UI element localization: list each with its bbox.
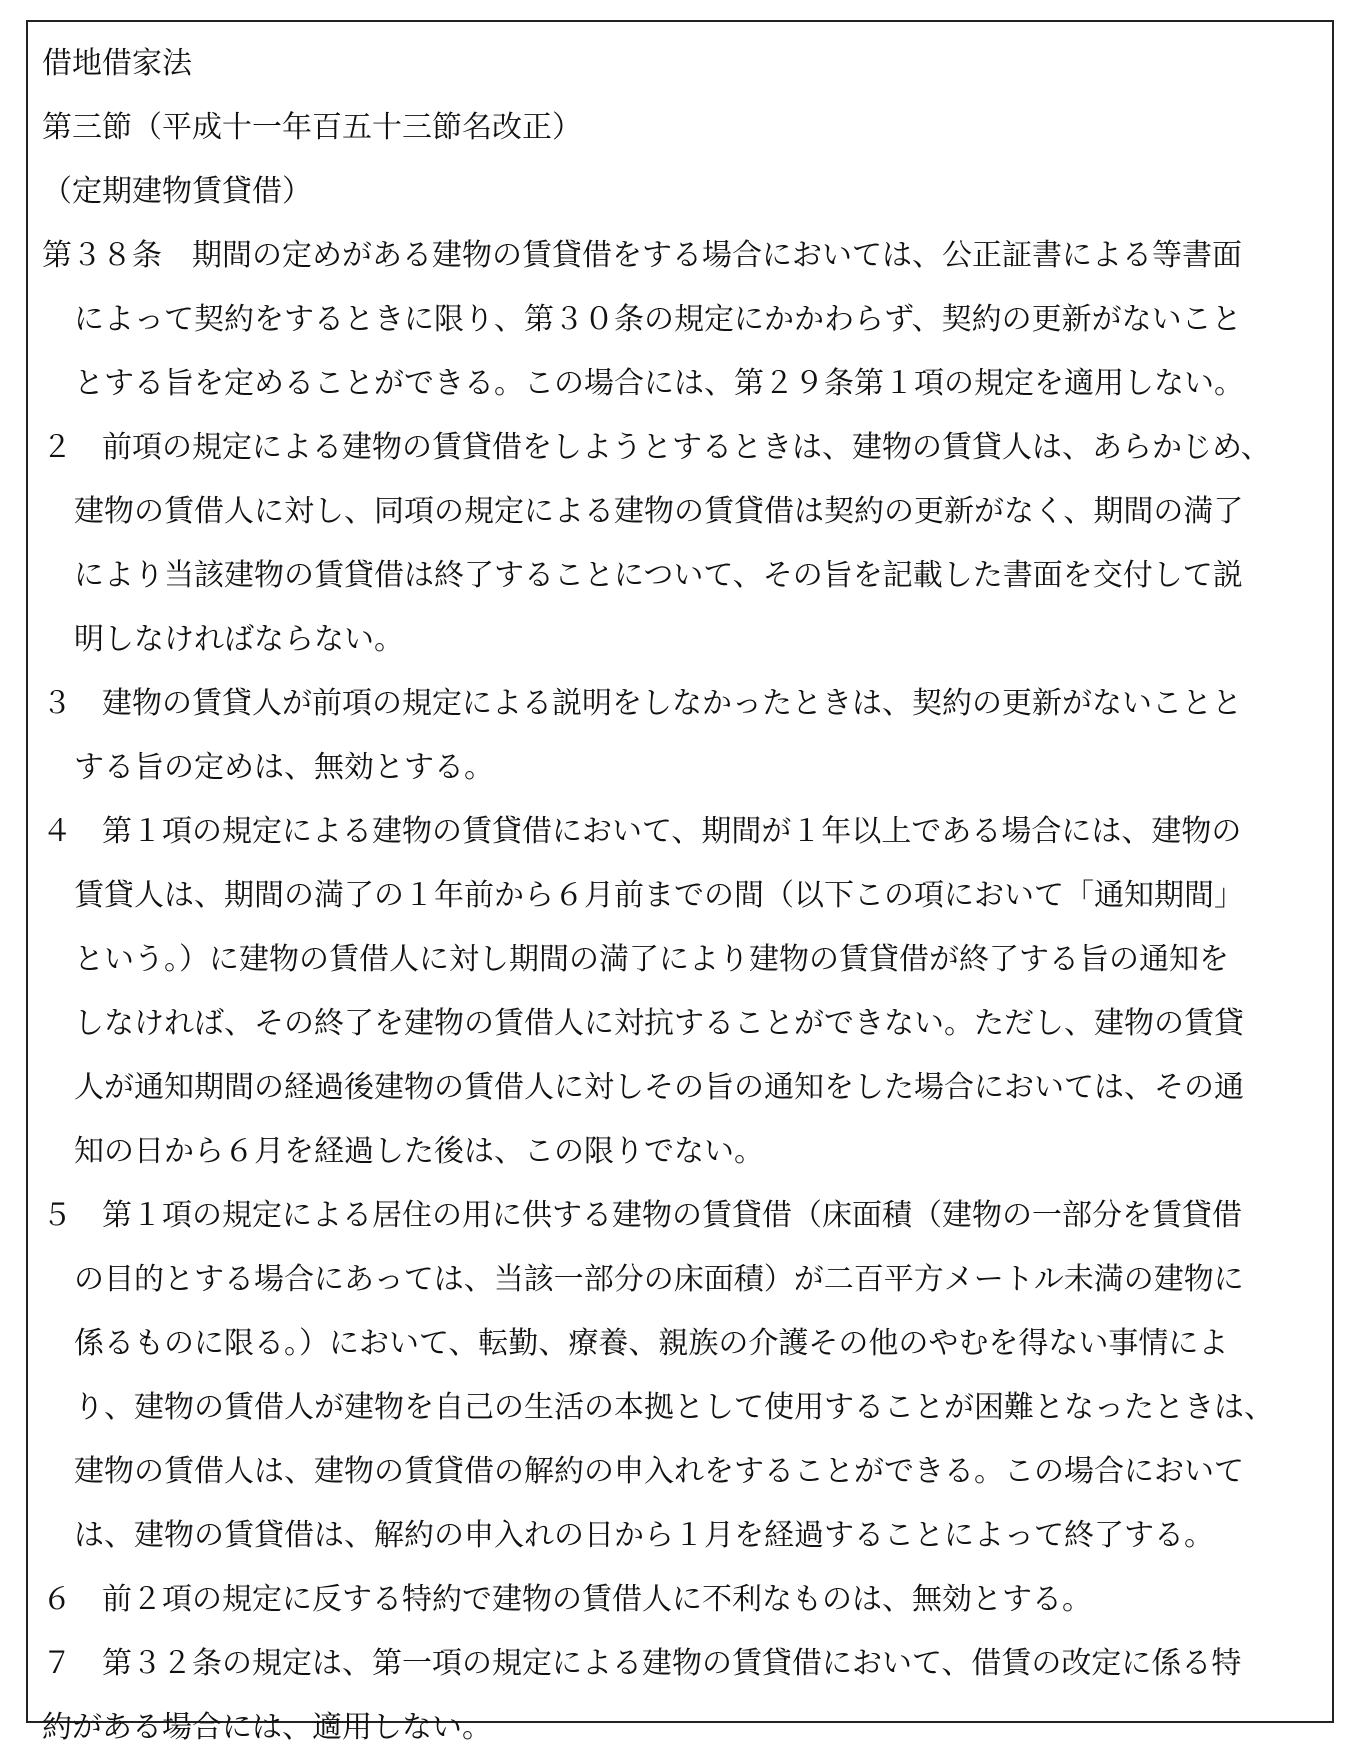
text-line: り、建物の賃借人が建物を自己の生活の本拠として使用することが困難となったときは、 — [74, 1390, 1274, 1425]
text-line: により当該建物の賃貸借は終了することについて、その旨を記載した書面を交付して説 — [74, 558, 1243, 593]
article-caption: （定期建物賃貸借） — [42, 174, 312, 209]
document-body — [42, 32, 1342, 1760]
article-38-text — [42, 224, 1342, 1760]
text-line: ５ 第１項の規定による居住の用に供する建物の賃貸借（床面積（建物の一部分を賃貸借 — [42, 1198, 1242, 1233]
text-line: ３ 建物の賃貸人が前項の規定による説明をしなかったときは、契約の更新がないことと — [42, 686, 1242, 721]
document-frame — [26, 20, 1334, 1745]
text-line: という。）に建物の賃借人に対し期間の満了により建物の賃貸借が終了する旨の通知を — [74, 942, 1229, 977]
text-line: 建物の賃借人に対し、同項の規定による建物の賃貸借は契約の更新がなく、期間の満了 — [74, 494, 1244, 529]
text-line: ４ 第１項の規定による建物の賃貸借において、期間が１年以上である場合には、建物の — [42, 814, 1242, 849]
text-line: 約がある場合には、適用しない。 — [42, 1710, 492, 1745]
text-line: 知の日から６月を経過した後は、この限りでない。 — [74, 1134, 764, 1169]
text-line: する旨の定めは、無効とする。 — [74, 750, 494, 785]
text-line: 賃貸人は、期間の満了の１年前から６月前までの間（以下この項において「通知期間」 — [74, 878, 1244, 913]
text-line: の目的とする場合にあっては、当該一部分の床面積）が二百平方メートル未満の建物に — [74, 1262, 1244, 1297]
text-line: しなければ、その終了を建物の賃借人に対抗することができない。ただし、建物の賃貸 — [74, 1006, 1244, 1041]
law-title: 借地借家法 — [42, 46, 192, 81]
text-line: ２ 前項の規定による建物の賃貸借をしようとするときは、建物の賃貸人は、あらかじめ、 — [42, 430, 1271, 465]
text-line: とする旨を定めることができる。この場合には、第２９条第１項の規定を適用しない。 — [74, 366, 1244, 401]
text-line: 明しなければならない。 — [74, 622, 404, 657]
text-line: ６ 前２項の規定に反する特約で建物の賃借人に不利なものは、無効とする。 — [42, 1582, 1092, 1617]
text-line: ７ 第３２条の規定は、第一項の規定による建物の賃貸借において、借賃の改定に係る特 — [42, 1646, 1242, 1681]
text-line: 人が通知期間の経過後建物の賃借人に対しその旨の通知をした場合においては、その通 — [74, 1070, 1244, 1105]
text-line: 建物の賃借人は、建物の賃貸借の解約の申入れをすることができる。この場合において — [74, 1454, 1244, 1489]
text-line: は、建物の賃貸借は、解約の申入れの日から１月を経過することによって終了する。 — [74, 1518, 1214, 1553]
text-line: 係るものに限る。）において、転勤、療養、親族の介護その他のやむを得ない事情によ — [74, 1326, 1229, 1361]
section-title: 第三節（平成十一年百五十三節名改正） — [42, 110, 582, 145]
text-line: によって契約をするときに限り、第３０条の規定にかかわらず、契約の更新がないこと — [74, 302, 1242, 337]
text-line: 第３８条 期間の定めがある建物の賃貸借をする場合においては、公正証書による等書面 — [42, 238, 1242, 273]
